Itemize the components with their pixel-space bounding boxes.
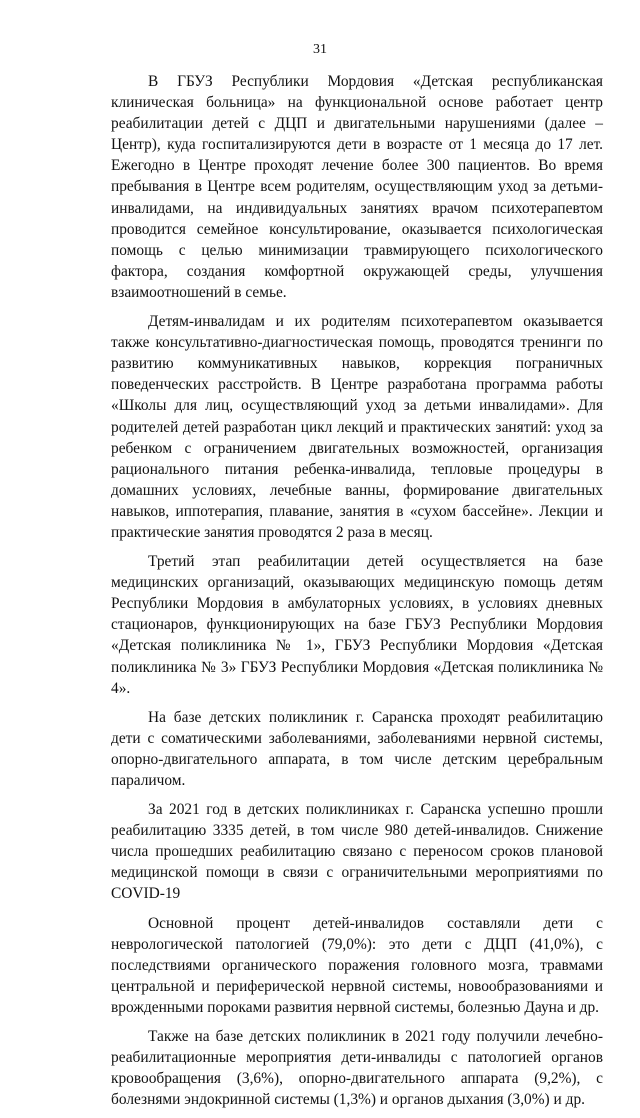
paragraph-rehab-center: В ГБУЗ Республики Мордовия «Детская республиканская клиническая больница» на функциональной основе работает центр реабилитации детей с ДЦП и двигательными нарушениями (далее – Центр), куда госпитализируются дети в возрасте от 1 месяца до 17 лет. Ежегодно в Центре проходят лечение более 300 пациентов. Во время пребывания в Центре всем родителям, осуществляющим уход за детьми-инвалидами, на индивидуальных занятиях врачом психотерапевтом проводится семейное консультирование, оказывается психологическая помощь с целью минимизации травмирующего психологического фактора, создания комфортной окружающей среды, улучшения взаимоотношений в семье. (111, 73, 603, 301)
paragraph-other-pathologies: Также на базе детских поликлиник в 2021 году получили лечебно-реабилитационные мероприятия дети-инвалиды с патологией органов кровообращения (3,6%), опорно-двигательного аппарата (9,2%), с болезнями эндокринной системы (1,3%) и органов дыхания (3,0%) и др. (111, 1028, 603, 1109)
page-number: 31 (313, 42, 327, 57)
paragraph-neurology: Основной процент детей-инвалидов составляли дети с неврологической патологией (79,0%): это дети с ДЦП (41,0%), с последствиями органического поражения головного мозга, травмами центральной и периферической нервной системы, новообразованиями и врожденными пороками развития нервной системы, болезнью Дауна и др. (111, 914, 603, 1016)
paragraph-2021-results: За 2021 год в детских поликлиниках г. Саранска успешно прошли реабилитацию 3335 детей, в том числе 980 детей-инвалидов. Снижение числа прошедших реабилитацию связано с переносом сроков плановой медицинской помощи в связи с ограничительными мероприятиями по COVID-19 (111, 801, 603, 903)
paragraph-polyclinics: На базе детских поликлиник г. Саранска проходят реабилитацию дети с соматическими заболеваниями, заболеваниями нервной системы, опорно-двигательного аппарата, в том числе детским церебральным параличом. (111, 708, 603, 789)
paragraph-third-stage: Третий этап реабилитации детей осуществляется на базе медицинских организаций, оказывающих медицинскую помощь детям Республики Мордовия в амбулаторных условиях, в условиях дневных стационаров, функционирующих на базе ГБУЗ Республики Мордовия «Детская поликлиника № 1», ГБУЗ Республики Мордовия «Детская поликлиника № 3» ГБУЗ Республики Мордовия «Детская поликлиника № 4». (111, 553, 603, 697)
paragraph-psychotherapy: Детям-инвалидам и их родителям психотерапевтом оказывается также консультативно-диагностическая помощь, проводятся тренинги по развитию коммуникативных навыков, коррекция пограничных поведенческих расстройств. В Центре разработана программа работы «Школы для лиц, осуществляющий уход за детьми инвалидами». Для родителей детей разработан цикл лекций и практических занятий: уход за ребенком с ограничением двигательных возможностей, организация рационального питания ребенка-инвалида, тепловые процедуры в домашних условиях, лечебные ванны, формирование двигательных навыков, иппотерапия, плавание, занятия в «сухом бассейне». Лекции и практические занятия проводятся 2 раза в месяц. (111, 313, 603, 541)
body-text (111, 71, 603, 1118)
